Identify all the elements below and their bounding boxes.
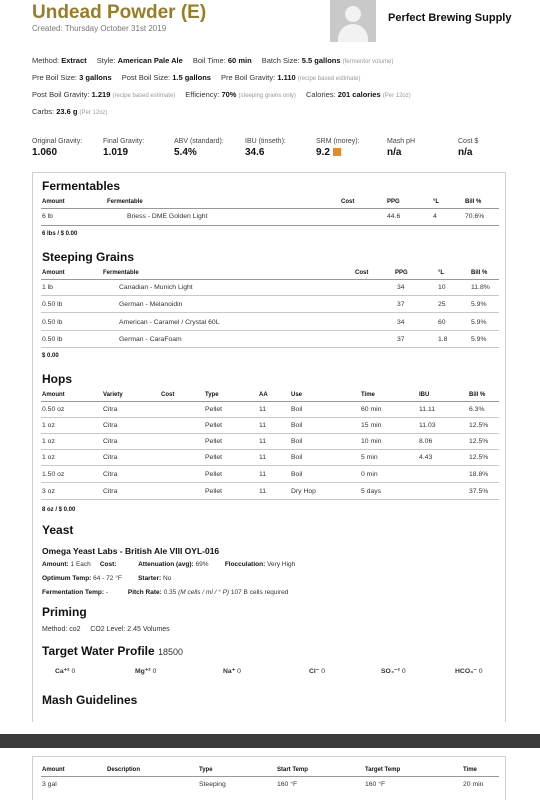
hops-row-1-amount: 0.50 oz: [42, 406, 65, 413]
steeping-row-2-ppg: 37: [397, 301, 405, 308]
water-ion-hco3-value: 0: [478, 668, 483, 675]
batch-size-note: (fermentor volume): [342, 59, 394, 65]
hops-row-6-time: 5 days: [361, 488, 382, 495]
brewery-name: Perfect Brewing Supply: [388, 12, 512, 24]
water-ion-na-value: 0: [237, 668, 241, 675]
yeast-flocculation: Very High: [267, 561, 296, 568]
hops-col-type: Type: [205, 392, 219, 398]
stat-cost-value: n/a: [458, 147, 473, 158]
stat-srm-value-row: [316, 147, 360, 158]
avatar-head-shape: [345, 6, 361, 22]
hops-row-3-variety: Citra: [103, 438, 118, 445]
water-ion-cl-value: 0: [321, 668, 326, 675]
steeping-row-3-amount: 0.50 lb: [42, 319, 63, 326]
batch-size-label: Batch Size:: [261, 56, 300, 65]
hops-row-3-rule: [41, 449, 499, 450]
water-ion-hco3-label: HCO₃⁻: [455, 668, 477, 675]
created-date: Created: Thursday October 31st 2019: [32, 24, 167, 33]
spec-line-3: [32, 90, 411, 99]
hops-row-3-aa: 11: [259, 438, 267, 445]
pre-boil-gravity-note: (recipe based estimate): [297, 76, 361, 82]
yeast-cost-label: Cost:: [99, 561, 117, 568]
hops-row-3-time: 10 min: [361, 438, 382, 445]
mash-col-amount: Amount: [42, 767, 65, 773]
hops-row-2-type: Pellet: [205, 422, 223, 429]
stat-abv: [174, 138, 224, 158]
style-label: Style:: [96, 56, 116, 65]
steeping-col-bill: Bill %: [471, 270, 488, 276]
stat-fg-label: Final Gravity:: [103, 138, 145, 145]
hops-row-1-type: Pellet: [205, 406, 223, 413]
carbs-value: 23.6 g: [56, 107, 78, 116]
yeast-attenuation-label: Attenuation (avg):: [138, 561, 194, 568]
stat-mash-ph-label: Mash pH: [387, 138, 416, 145]
steeping-row-4-bill: 5.9%: [471, 336, 487, 343]
hops-col-time: Time: [361, 392, 375, 398]
hops-col-aa: AA: [259, 392, 268, 398]
fermentables-total: 6 lbs / $ 0.00: [42, 231, 78, 237]
fermentables-row-l: 4: [433, 213, 437, 220]
avatar[interactable]: [330, 0, 376, 42]
hops-row-2-amount: 1 oz: [42, 422, 55, 429]
avatar-shoulders-shape: [338, 24, 368, 42]
yeast-amount: 1 Each: [70, 561, 91, 568]
priming-method-label: Method:: [42, 626, 68, 633]
stat-fg: [103, 138, 144, 158]
hops-row-1-time: 60 min: [361, 406, 382, 413]
priming-heading: Priming: [42, 605, 87, 619]
mash-row-time: 20 min: [463, 781, 484, 788]
stat-abv-label: ABV (standard):: [174, 138, 224, 145]
hops-row-6-bill: 37.5%: [469, 488, 489, 495]
steeping-row-2-l: 25: [438, 301, 446, 308]
carbs-note: (Per 12oz): [79, 110, 108, 116]
stat-og: [32, 138, 82, 158]
water-profile: 18500: [158, 647, 184, 657]
hops-row-1-bill: 6.3%: [469, 406, 485, 413]
yeast-fermentation-temp-label: Fermentation Temp:: [42, 589, 104, 596]
hops-row-6-aa: 11: [259, 488, 267, 495]
water-ion-cl-label: Cl⁻: [309, 668, 320, 675]
water-ion-na-label: Na⁺: [223, 668, 236, 675]
recipe-card: [32, 172, 506, 722]
hops-row-1-use: Boil: [291, 406, 303, 413]
steeping-heading: Steeping Grains: [42, 250, 135, 264]
steeping-col-ppg: PPG: [395, 270, 408, 276]
mash-row-amount: 3 gal: [42, 781, 57, 788]
post-boil-gravity-label: Post Boil Gravity:: [32, 90, 90, 99]
hops-row-6-amount: 3 oz: [42, 488, 55, 495]
spec-line-1: [32, 56, 393, 65]
yeast-fermentation-temp: -: [105, 589, 108, 596]
stat-ibu: [245, 138, 286, 158]
hops-row-5-rule: [41, 482, 499, 483]
steeping-row-1-bill: 11.8%: [471, 284, 490, 291]
steeping-row-3-l: 60: [438, 319, 446, 326]
steeping-col-cost: Cost: [355, 270, 369, 276]
mash-col-start-temp: Start Temp: [277, 767, 308, 773]
fermentables-col-amount: Amount: [42, 199, 65, 205]
stat-ibu-value: 34.6: [245, 147, 265, 158]
yeast-optimum-temp-label: Optimum Temp:: [42, 575, 92, 582]
boil-time-value: 60 min: [227, 56, 252, 65]
hops-row-4-use: Boil: [291, 454, 303, 461]
stat-mash-ph: [387, 138, 415, 158]
efficiency-label: Efficiency:: [185, 90, 220, 99]
yeast-pitch-rate: 0.35: [163, 589, 177, 596]
pre-boil-gravity-value: 1.110: [277, 73, 296, 82]
pre-boil-size-label: Pre Boil Size:: [32, 73, 78, 82]
yeast-amount-label: Amount:: [42, 561, 69, 568]
carbs-label: Carbs:: [32, 107, 55, 116]
steeping-row-4-name: German - CaraFoam: [119, 336, 182, 343]
hops-row-1-ibu: 11.11: [419, 406, 435, 413]
post-boil-size-label: Post Boil Size:: [121, 73, 171, 82]
mash-heading: Mash Guidelines: [42, 693, 138, 707]
mash-col-time: Time: [463, 767, 477, 773]
steeping-row-2-rule: [41, 312, 499, 313]
hops-row-6-rule: [41, 499, 499, 500]
steeping-row-3-rule: [41, 330, 499, 331]
pre-boil-gravity-label: Pre Boil Gravity:: [221, 73, 276, 82]
mash-card: [32, 756, 506, 800]
stat-mash-ph-value: n/a: [387, 147, 402, 158]
hops-row-1-rule: [41, 417, 499, 418]
stat-cost: [458, 138, 478, 158]
fermentables-row-ppg: 44.6: [387, 213, 401, 220]
hops-row-5-time: 0 min: [361, 471, 378, 478]
stat-ibu-label: IBU (tinseth):: [245, 138, 286, 145]
hops-row-2-use: Boil: [291, 422, 303, 429]
water-ion-cl: [309, 667, 325, 675]
steeping-row-4-l: 1.8: [438, 336, 448, 343]
post-boil-gravity-note: (recipe based estimate): [112, 93, 176, 99]
mash-header-rule: [41, 776, 499, 777]
hops-row-1-variety: Citra: [103, 406, 118, 413]
hops-row-4-ibu: 4.43: [419, 454, 433, 461]
hops-row-2-time: 15 min: [361, 422, 382, 429]
steeping-row-2-bill: 5.9%: [471, 301, 487, 308]
fermentables-heading: Fermentables: [42, 179, 121, 193]
yeast-name: Omega Yeast Labs - British Ale VIII OYL-016: [42, 546, 220, 556]
hops-col-variety: Variety: [103, 392, 123, 398]
hops-row-5-variety: Citra: [103, 471, 118, 478]
steeping-row-1-ppg: 34: [397, 284, 405, 291]
hops-row-2-ibu: 11.03: [419, 422, 436, 429]
steeping-total: $ 0.00: [42, 353, 59, 359]
hops-col-bill: Bill %: [469, 392, 486, 398]
fermentables-header-rule: [41, 208, 499, 209]
yeast-line-3: [42, 589, 288, 596]
mash-row-type: Steeping: [199, 781, 226, 788]
method-label: Method:: [32, 56, 60, 65]
fermentables-row-bill: 70.6%: [465, 213, 485, 220]
page-divider: [0, 734, 540, 748]
hops-row-4-rule: [41, 465, 499, 466]
post-boil-gravity-value: 1.219: [91, 90, 111, 99]
water-ion-ca: [55, 667, 75, 675]
batch-size-value: 5.5 gallons: [301, 56, 341, 65]
mash-row-start-temp: 160 °F: [277, 781, 298, 788]
yeast-heading: Yeast: [42, 523, 74, 537]
steeping-row-1-l: 10: [438, 284, 446, 291]
mash-col-description: Description: [107, 767, 141, 773]
hops-row-6-type: Pellet: [205, 488, 223, 495]
priming-co2-label: CO2 Level:: [90, 626, 126, 633]
style-value: American Pale Ale: [117, 56, 183, 65]
fermentables-row-name: Briess - DME Golden Light: [127, 213, 208, 220]
water-ion-so4-label: SO₄⁻²: [381, 668, 400, 675]
steeping-col-fermentable: Fermentable: [103, 270, 139, 276]
yeast-optimum-temp: 64 - 72 °F: [93, 575, 122, 582]
fermentables-col-ppg: PPG: [387, 199, 400, 205]
spec-line-4: [32, 107, 108, 116]
fermentables-row-amount: 6 lb: [42, 213, 53, 220]
hops-row-3-ibu: 8.06: [419, 438, 433, 445]
steeping-row-1-name: Canadian - Munich Light: [119, 284, 193, 291]
stat-og-value: 1.060: [32, 147, 58, 158]
hops-row-6-variety: Citra: [103, 488, 118, 495]
water-title: Target Water Profile: [42, 644, 155, 658]
water-ion-na: [223, 667, 241, 675]
steeping-row-1-amount: 1 lb: [42, 284, 53, 291]
yeast-line-1: [42, 561, 295, 568]
method-value: Extract: [61, 56, 87, 65]
steeping-header-rule: [41, 279, 499, 280]
yeast-starter: No: [163, 575, 172, 582]
stat-abv-value: 5.4%: [174, 147, 197, 158]
priming-method: co2: [69, 626, 81, 633]
yeast-pitch-rate-label: Pitch Rate:: [127, 589, 162, 596]
efficiency-value: 70%: [221, 90, 237, 99]
steeping-row-3-bill: 5.9%: [471, 319, 487, 326]
water-ion-so4: [381, 667, 406, 675]
steeping-row-2-amount: 0.50 lb: [42, 301, 63, 308]
steeping-row-2-name: German - Melanoidin: [119, 301, 183, 308]
hops-row-3-bill: 12.5%: [469, 438, 489, 445]
hops-row-4-amount: 1 oz: [42, 454, 55, 461]
recipe-title: Undead Powder (E): [32, 2, 207, 23]
hops-row-2-aa: 11: [259, 422, 267, 429]
hops-row-4-type: Pellet: [205, 454, 223, 461]
hops-row-3-amount: 1 oz: [42, 438, 55, 445]
fermentables-col-l: °L: [433, 199, 440, 205]
stat-srm-label: SRM (morey):: [316, 138, 360, 145]
yeast-starter-label: Starter:: [138, 575, 162, 582]
fermentables-col-cost: Cost: [341, 199, 355, 205]
hops-row-4-bill: 12.5%: [469, 454, 489, 461]
hops-header-rule: [41, 401, 499, 402]
hops-row-2-bill: 12.5%: [469, 422, 489, 429]
water-ion-so4-value: 0: [401, 668, 406, 675]
calories-label: Calories:: [306, 90, 336, 99]
mash-col-type: Type: [199, 767, 213, 773]
yeast-pitch-rate-unit: (M cells / ml / ° P): [178, 589, 230, 596]
hops-row-1-aa: 11: [259, 406, 267, 413]
calories-note: (Per 12oz): [382, 93, 411, 99]
fermentables-col-bill: Bill %: [465, 199, 482, 205]
efficiency-note: (steeping grains only): [238, 93, 296, 99]
hops-row-5-amount: 1.50 oz: [42, 471, 65, 478]
boil-time-label: Boil Time:: [192, 56, 226, 65]
stat-srm: [316, 138, 360, 158]
hops-row-4-time: 5 min: [361, 454, 378, 461]
fermentables-row-rule: [41, 225, 499, 226]
hops-row-4-aa: 11: [259, 454, 267, 461]
steeping-col-l: °L: [438, 270, 445, 276]
water-ion-mg-label: Mg⁺²: [135, 668, 151, 675]
stat-fg-value: 1.019: [103, 147, 129, 158]
steeping-row-4-rule: [41, 347, 499, 348]
hops-col-amount: Amount: [42, 392, 65, 398]
hops-row-3-use: Boil: [291, 438, 303, 445]
hops-col-use: Use: [291, 392, 303, 398]
srm-color-swatch: [333, 148, 341, 156]
stats-row: [32, 138, 502, 168]
hops-row-5-type: Pellet: [205, 471, 223, 478]
water-ion-mg-value: 0: [152, 668, 157, 675]
hops-total: 8 oz / $ 0.00: [42, 507, 76, 513]
steeping-col-amount: Amount: [42, 270, 65, 276]
hops-col-cost: Cost: [161, 392, 175, 398]
water-ion-hco3: [455, 667, 483, 675]
hops-row-5-aa: 11: [259, 471, 267, 478]
water-ion-ca-value: 0: [71, 668, 76, 675]
water-heading: [42, 644, 183, 658]
hops-row-6-use: Dry Hop: [291, 488, 316, 495]
steeping-row-3-ppg: 34: [397, 319, 405, 326]
steeping-row-4-ppg: 37: [397, 336, 405, 343]
hops-row-4-variety: Citra: [103, 454, 118, 461]
hops-row-2-rule: [41, 433, 499, 434]
spec-line-2: [32, 73, 360, 82]
water-ion-mg: [135, 667, 156, 675]
hops-heading: Hops: [42, 372, 72, 386]
pre-boil-size-value: 3 gallons: [79, 73, 112, 82]
stat-srm-value: 9.2: [316, 147, 330, 158]
hops-row-5-bill: 18.8%: [469, 471, 489, 478]
stat-cost-label: Cost $: [458, 138, 479, 145]
yeast-flocculation-label: Flocculation:: [224, 561, 266, 568]
calories-value: 201 calories: [337, 90, 381, 99]
post-boil-size-value: 1.5 gallons: [172, 73, 211, 82]
mash-row-target-temp: 160 °F: [365, 781, 386, 788]
yeast-line-2: [42, 575, 171, 582]
hops-col-ibu: IBU: [419, 392, 430, 398]
steeping-row-4-amount: 0.50 lb: [42, 336, 63, 343]
steeping-row-3-name: American - Caramel / Crystal 60L: [119, 319, 220, 326]
hops-row-5-use: Boil: [291, 471, 303, 478]
fermentables-col-fermentable: Fermentable: [107, 199, 143, 205]
water-ion-ca-label: Ca⁺²: [55, 668, 70, 675]
priming-co2: 2.45 Volumes: [127, 626, 170, 633]
steeping-row-1-rule: [41, 295, 499, 296]
yeast-pitch-rate-cells: 107 B cells required: [230, 589, 289, 596]
mash-col-target-temp: Target Temp: [365, 767, 401, 773]
hops-row-2-variety: Citra: [103, 422, 118, 429]
stat-og-label: Original Gravity:: [32, 138, 83, 145]
yeast-attenuation: 69%: [195, 561, 209, 568]
priming-line: [42, 626, 170, 633]
hops-row-3-type: Pellet: [205, 438, 223, 445]
